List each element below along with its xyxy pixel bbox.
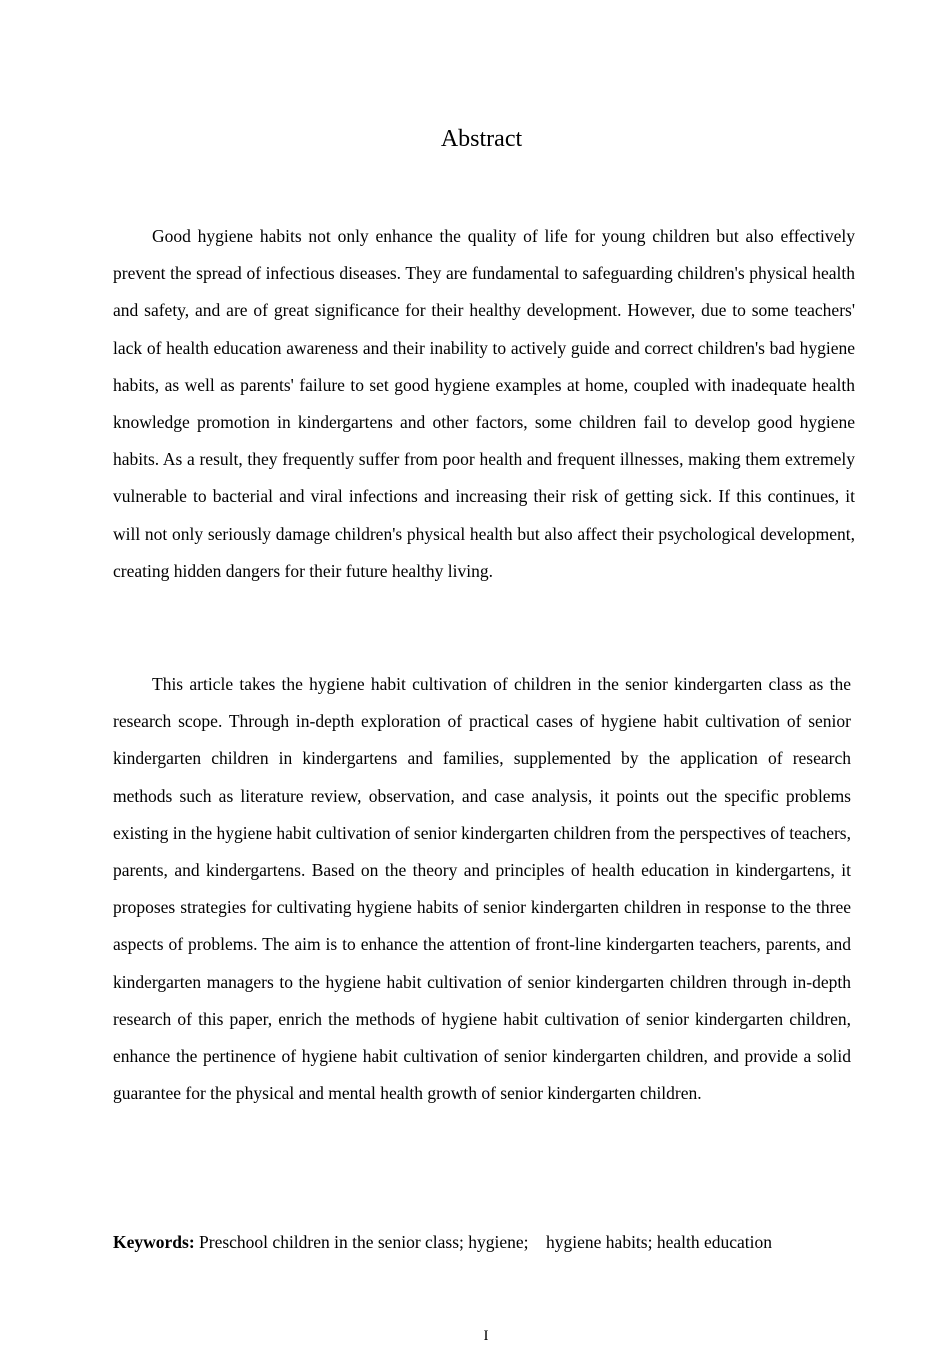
keywords-text: Preschool children in the senior class; hygiene; hygiene habits; health education (199, 1232, 773, 1252)
abstract-body-part-1 (113, 218, 855, 590)
page-number: I (483, 1328, 489, 1344)
abstract-paragraph-1: Good hygiene habits not only enhance the quality of life for young children but also effectively prevent the spread of infectious diseases. They are fundamental to safeguarding children's physical health and safety, and are of great significance for their healthy development. However, due to some teachers' lack of health education awareness and their inability to actively guide and correct children's bad hygiene habits, as well as parents' failure to set good hygiene examples at home, coupled with inadequate health knowledge promotion in kindergartens and other factors, some children fail to develop good hygiene habits. As a result, they frequently suffer from poor health and frequent illnesses, making them extremely vulnerable to bacterial and viral infections and increasing their risk of getting sick. If this continues, it will not only seriously damage children's physical health but also affect their psychological development, creating hidden dangers for their future healthy living. (113, 226, 855, 581)
abstract-body-part-2 (113, 666, 851, 1112)
abstract-paragraph-2: This article takes the hygiene habit cultivation of children in the senior kindergarten class as the research scope. Through in-depth exploration of practical cases of hygiene habit cultivation of senior kindergarten children in kindergartens and families, supplemented by the application of research methods such as literature review, observation, and case analysis, it points out the specific problems existing in the hygiene habit cultivation of senior kindergarten children from the perspectives of teachers, parents, and kindergartens. Based on the theory and principles of health education in kindergartens, it proposes strategies for cultivating hygiene habits of senior kindergarten children in response to the three aspects of problems. The aim is to enhance the attention of front-line kindergarten teachers, parents, and kindergarten managers to the hygiene habit cultivation of senior kindergarten children through in-depth research of this paper, enrich the methods of hygiene habit cultivation of senior kindergarten children, enhance the pertinence of hygiene habit cultivation of senior kindergarten children, and provide a solid guarantee for the physical and mental health growth of senior kindergarten children. (113, 674, 851, 1104)
abstract-title: Abstract (440, 126, 523, 152)
keywords-line (113, 1228, 855, 1256)
keywords-label: Keywords: (113, 1232, 195, 1252)
